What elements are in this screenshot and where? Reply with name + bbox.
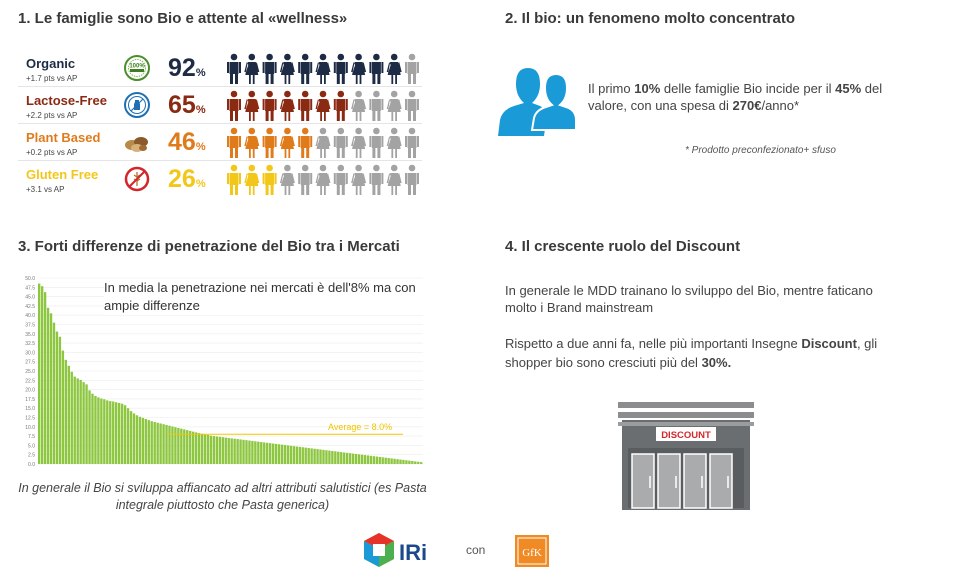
person-icon (351, 54, 366, 84)
y-tick-label: 25.0 (25, 369, 35, 375)
text-highlight: 270€ (732, 98, 762, 113)
text-highlight: Discount (801, 336, 857, 351)
y-tick-label: 45.0 (25, 294, 35, 301)
chart-bar (198, 433, 200, 464)
y-tick-label: 20.0 (25, 387, 35, 394)
family-pct-unit: % (195, 178, 206, 190)
chart-bar (370, 456, 372, 464)
chart-bar (364, 455, 366, 464)
chart-bar (59, 337, 61, 464)
chart-bar (118, 403, 120, 464)
chart-bar (162, 424, 164, 464)
y-tick-label: 22.5 (25, 378, 35, 385)
family-pct-unit: % (195, 67, 206, 79)
y-tick-label: 47.5 (25, 285, 35, 292)
y-tick-label: 27.5 (25, 359, 35, 366)
person-icon (244, 128, 259, 158)
person-icon (280, 54, 295, 84)
chart-bar (293, 446, 295, 464)
family-pct (168, 91, 206, 120)
footer-con-text: con (466, 543, 486, 557)
chart-bar (245, 440, 247, 464)
text-highlight: 45% (835, 81, 862, 96)
chart-bar (358, 454, 360, 464)
chart-bar (310, 448, 312, 464)
chart-bar (269, 443, 271, 464)
people-icons-row (226, 90, 422, 121)
chart-bar (272, 444, 274, 464)
person-icon (405, 165, 419, 195)
family-pct-unit: % (195, 104, 206, 116)
family-sub: +3.1 vs AP (26, 185, 65, 194)
person-icon (244, 91, 259, 121)
family-sub: +1.7 pts vs AP (26, 74, 78, 83)
person-icon (263, 91, 277, 121)
chart-bar (340, 452, 342, 464)
chart-bar (94, 396, 96, 464)
chart-annotation: In media la penetrazione nei mercati è dell'8% ma con ampie differenze (104, 279, 440, 315)
chart-bar (337, 452, 339, 464)
chart-bar (106, 400, 108, 464)
chart-bar (367, 455, 369, 464)
section4-title: 4. Il crescente ruolo del Discount (505, 238, 741, 255)
chart-bar (305, 448, 307, 464)
y-tick-label: 42.5 (25, 303, 35, 310)
chart-bar (379, 457, 381, 464)
chart-bar (236, 439, 238, 464)
y-tick-label: 7.5 (28, 434, 35, 441)
person-icon (316, 91, 331, 121)
chart-bar (228, 438, 230, 464)
person-icon (298, 91, 312, 121)
chart-bar (68, 366, 70, 464)
chart-bar (136, 415, 138, 464)
store-sign: DISCOUNT (661, 430, 711, 441)
chart-bar (145, 419, 147, 464)
person-icon (316, 128, 331, 158)
nuts-icon (122, 128, 152, 156)
person-icon (280, 91, 295, 121)
text-part: , gli shopper bio sono cresciuti più del (505, 336, 878, 370)
person-icon (244, 54, 259, 84)
chart-bar (82, 382, 84, 464)
chart-bar (139, 417, 141, 464)
person-icon (263, 54, 277, 84)
chart-bar (77, 378, 79, 464)
section3-title: 3. Forti differenze di penetrazione del Bio tra i Mercati (18, 238, 400, 255)
chart-bar (319, 449, 321, 464)
chart-bar (242, 440, 244, 464)
no-gluten-icon (122, 165, 152, 193)
family-row-plant-based (18, 124, 422, 161)
people-icons-row (226, 53, 422, 84)
chart-bar (142, 418, 144, 464)
chart-bar (322, 450, 324, 464)
person-icon (298, 128, 312, 158)
chart-bar (50, 313, 52, 464)
family-pct-value: 26 (168, 165, 196, 193)
person-icon (263, 165, 277, 195)
section2-footnote: * Prodotto preconfezionato+ sfuso (685, 145, 836, 156)
y-tick-label: 37.5 (25, 322, 35, 329)
y-tick-label: 50.0 (25, 276, 35, 282)
chart-bar (346, 453, 348, 464)
chart-bar (239, 439, 241, 464)
chart-bar (56, 332, 58, 464)
person-icon (334, 128, 348, 158)
y-tick-label: 2.5 (28, 452, 35, 459)
chart-bar (127, 408, 129, 464)
chart-bar (171, 426, 173, 464)
person-icon (298, 54, 312, 84)
chart-bar (420, 462, 422, 464)
100-natural-badge-icon (122, 54, 152, 82)
chart-bar (124, 405, 126, 464)
chart-bar (74, 377, 76, 464)
text-part: del valore, con una spesa di (588, 81, 883, 113)
family-pct-value: 92 (168, 54, 196, 82)
chart-bar (248, 441, 250, 464)
chart-bar (103, 399, 105, 464)
chart-bar (343, 452, 345, 464)
chart-bar (325, 450, 327, 464)
chart-bar (308, 448, 310, 464)
text-part: delle famiglie Bio incide per il (660, 81, 836, 96)
person-icon (227, 54, 241, 84)
person-icon (334, 91, 348, 121)
person-icon (405, 54, 419, 84)
chart-bar (302, 447, 304, 464)
chart-bar (260, 442, 262, 464)
person-icon (369, 128, 383, 158)
family-name: Organic (26, 56, 76, 71)
y-tick-label: 5.0 (28, 443, 35, 450)
person-icon (227, 165, 241, 195)
chart-bar (411, 461, 413, 464)
chart-bar (278, 444, 280, 464)
chart-bar (328, 451, 330, 464)
chart-bar (382, 457, 384, 464)
chart-bar (97, 397, 99, 464)
chart-bar (299, 447, 301, 464)
chart-bar (88, 390, 90, 464)
chart-bar (408, 461, 410, 464)
person-icon (387, 165, 402, 195)
section1-title: 1. Le famiglie sono Bio e attente al «wellness» (18, 10, 348, 27)
person-icon (405, 128, 419, 158)
chart-bar (109, 401, 111, 464)
chart-bar (225, 438, 227, 464)
chart-bar (65, 360, 67, 464)
chart-bar (290, 446, 292, 464)
family-pct-value: 65 (168, 91, 196, 119)
chart-bar (266, 443, 268, 464)
chart-bar (156, 423, 158, 464)
chart-bar (316, 449, 318, 464)
chart-bar (195, 432, 197, 464)
section4-paragraph-2 (505, 334, 885, 372)
chart-bar (275, 444, 277, 464)
section2-text (588, 80, 888, 114)
person-icon (334, 54, 348, 84)
chart-bar (313, 449, 315, 464)
section2-title: 2. Il bio: un fenomeno molto concentrato (505, 10, 796, 27)
chart-bar (53, 323, 55, 464)
chart-bar (192, 432, 194, 464)
chart-bar (233, 439, 235, 464)
people-icons-row (226, 127, 422, 158)
chart-bar (71, 372, 73, 464)
chart-bar (38, 284, 40, 464)
person-icon (351, 165, 366, 195)
chart-bar (154, 422, 156, 464)
chart-bar (352, 454, 354, 464)
family-pct (168, 54, 206, 83)
chart-bar (100, 399, 102, 464)
person-icon (334, 165, 348, 195)
chart-bar (168, 426, 170, 464)
chart-bar (257, 442, 259, 464)
chart-bar (281, 445, 283, 464)
y-tick-label: 40.0 (25, 313, 35, 320)
chart-bar (130, 411, 132, 464)
chart-bar (361, 455, 363, 464)
chart-bar (414, 461, 416, 464)
chart-bar (399, 460, 401, 464)
person-icon (369, 54, 383, 84)
chart-bar (263, 442, 265, 464)
text-part: Il primo (588, 81, 635, 96)
y-tick-label: 12.5 (25, 415, 35, 422)
chart-bar (287, 445, 289, 464)
chart-bar (373, 456, 375, 464)
svg-text:100%: 100% (129, 63, 145, 70)
chart-bar (213, 436, 215, 464)
chart-bar (186, 430, 188, 464)
person-icon (387, 128, 402, 158)
chart-bar (177, 428, 179, 464)
people-silhouette-icon (496, 60, 578, 138)
person-icon (244, 165, 259, 195)
families-table (18, 50, 422, 202)
chart-bar (148, 420, 150, 464)
family-pct (168, 128, 206, 157)
chart-bar (355, 454, 357, 464)
person-icon (369, 91, 383, 121)
y-tick-label: 32.5 (25, 341, 35, 348)
text-highlight: 30%. (701, 355, 732, 370)
average-label: Average = 8.0% (328, 422, 393, 433)
family-pct-unit: % (195, 141, 206, 153)
family-name: Lactose-Free (26, 93, 107, 108)
person-icon (227, 128, 241, 158)
person-icon (351, 91, 366, 121)
y-tick-label: 0.0 (28, 462, 35, 468)
chart-bar (47, 308, 49, 464)
family-name: Plant Based (26, 130, 101, 145)
chart-bar (417, 462, 419, 464)
section4-paragraph-1: In generale le MDD trainano lo sviluppo del Bio, mentre faticano molto i Brand mainstream (505, 283, 873, 315)
person-icon (387, 54, 402, 84)
chart-bar (387, 458, 389, 464)
chart-bar (189, 431, 191, 464)
text-part: Rispetto a due anni fa, nelle più importanti Insegne (505, 336, 802, 351)
chart-bar (133, 413, 135, 464)
gfk-logo (515, 535, 549, 567)
person-icon (263, 128, 277, 158)
person-icon (405, 91, 419, 121)
chart-bar (62, 351, 64, 464)
chart-bar (151, 421, 153, 464)
chart-bar (216, 436, 218, 464)
chart-bar (331, 451, 333, 464)
person-icon (280, 165, 295, 195)
chart-bar (219, 437, 221, 464)
chart-bar (402, 460, 404, 464)
family-name: Gluten Free (26, 167, 99, 182)
text-part: /anno* (761, 98, 800, 113)
chart-bar (112, 402, 114, 464)
chart-bar (91, 394, 93, 464)
person-icon (316, 54, 331, 84)
family-row-lactose-free (18, 87, 422, 124)
chart-bar (207, 435, 209, 464)
family-pct-value: 46 (168, 128, 196, 156)
text-highlight: 10% (634, 81, 661, 96)
discount-store-icon (618, 398, 754, 510)
milk-free-badge-icon (122, 91, 152, 119)
chart-bar (296, 447, 298, 464)
people-icons-row (226, 164, 422, 195)
family-row-gluten-free (18, 161, 422, 198)
chart-bar (204, 435, 206, 464)
family-sub: +0.2 pts vs AP (26, 148, 78, 157)
chart-bar (376, 457, 378, 464)
chart-bar (393, 459, 395, 464)
iri-logo-text: IRi (399, 540, 428, 565)
chart-bar (115, 402, 117, 464)
y-tick-label: 10.0 (25, 424, 35, 431)
chart-bar (349, 453, 351, 464)
y-tick-label: 17.5 (25, 396, 35, 403)
person-icon (280, 128, 295, 158)
chart-bar (159, 423, 161, 464)
chart-bar (201, 434, 203, 464)
person-icon (316, 165, 331, 195)
iri-logo (362, 532, 432, 570)
family-sub: +2.2 pts vs AP (26, 111, 78, 120)
chart-bar (390, 458, 392, 464)
chart-bar (174, 427, 176, 464)
gfk-logo-text: GfK (522, 547, 542, 559)
person-icon (387, 91, 402, 121)
y-tick-label: 30.0 (25, 350, 35, 357)
y-tick-label: 35.0 (25, 331, 35, 338)
chart-bar (396, 459, 398, 464)
chart-y-ticks (25, 276, 35, 468)
chart-bar (85, 384, 87, 464)
family-row-organic (18, 50, 422, 87)
chart-bar (210, 436, 212, 464)
person-icon (369, 165, 383, 195)
chart-bar (79, 380, 81, 464)
person-icon (227, 91, 241, 121)
chart-bar (231, 438, 233, 464)
person-icon (298, 165, 312, 195)
chart-bar (334, 451, 336, 464)
chart-bar (222, 437, 224, 464)
chart-bar (405, 460, 407, 464)
chart-bar (44, 292, 46, 464)
chart-bar (165, 425, 167, 464)
y-tick-label: 15.0 (25, 406, 35, 413)
section3-caption: In generale il Bio si sviluppa affiancato ad altri attributi salutistici (es Pasta integrale piuttosto che Pasta generica) (18, 481, 427, 512)
chart-bar (41, 286, 43, 464)
chart-bar (385, 458, 387, 464)
family-pct (168, 165, 206, 194)
person-icon (351, 128, 366, 158)
chart-bar (121, 404, 123, 464)
chart-bar (251, 441, 253, 464)
chart-bar (254, 441, 256, 464)
chart-bar (284, 445, 286, 464)
